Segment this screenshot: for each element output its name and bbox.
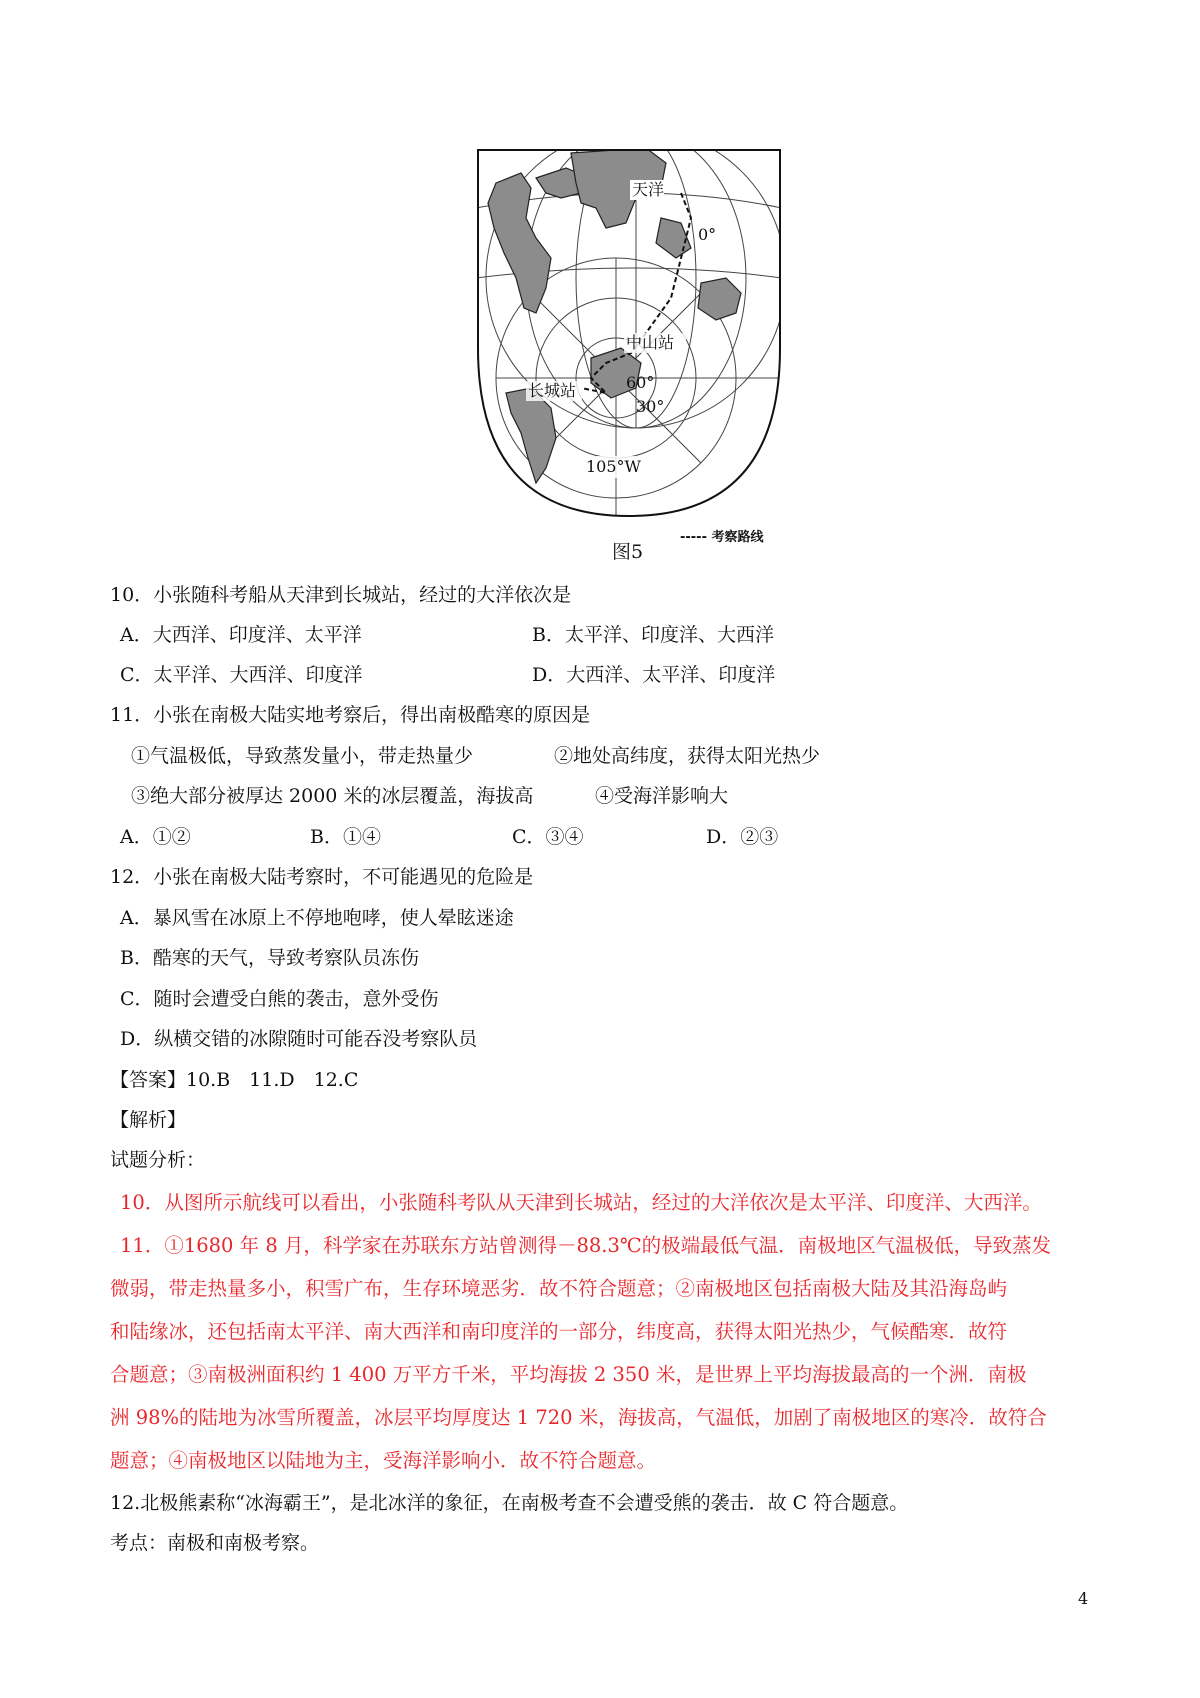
page-number: 4: [1078, 1589, 1089, 1608]
q10-option-d: D．大西洋、太平洋、印度洋: [532, 664, 776, 686]
q11-statement-3: ③绝大部分被厚达 2000 米的冰层覆盖，海拔高: [131, 785, 534, 807]
analysis-red-line: 题意；④南极地区以陆地为主，受海洋影响小．故不符合题意。: [110, 1449, 657, 1472]
analysis-red-line: 洲 98%的陆地为冰雪所覆盖，冰层平均厚度达 1 720 米，海拔高，气温低，加剧了南极地区的寒冷．故符合: [110, 1406, 1047, 1429]
analysis-red-line: 10．从图所示航线可以看出，小张随科考队从天津到长城站，经过的大洋依次是太平洋、印度洋、大西洋。: [120, 1191, 1042, 1214]
world-map-illustration: [476, 148, 782, 518]
q11-option-c: C．③④: [512, 826, 584, 848]
legend-text: 考察路线: [711, 530, 764, 545]
q11-option-d: D．②③: [706, 826, 779, 848]
q11-option-a: A．①②: [120, 826, 191, 848]
analysis-red-line: 11．①1680 年 8 月，科学家在苏联东方站曾测得－88.3℃的极端最低气温．南极地区气温极低，导致蒸发: [120, 1234, 1052, 1257]
q12-stem: 12．小张在南极大陆考察时，不可能遇见的危险是: [110, 866, 534, 888]
q12-option-b: B．酷寒的天气，导致考察队员冻伤: [120, 947, 419, 969]
q11-statement-2: ②地处高纬度，获得太阳光热少: [554, 745, 821, 767]
analysis-red-line: 和陆缘冰，还包括南太平洋、南大西洋和南印度洋的一部分，纬度高，获得太阳光热少，气候酷寒．故符: [110, 1320, 1008, 1343]
q11-option-b: B．①④: [310, 826, 381, 848]
label-changcheng: 长城站: [528, 381, 577, 400]
analysis-red-line: 微弱，带走热量多小，积雪广布，生存环境恶劣．故不符合题意；②南极地区包括南极大陆及其沿海岛屿: [110, 1277, 1008, 1300]
label-105w: 105°W: [586, 457, 641, 476]
q11-statement-1: ①气温极低，导致蒸发量小，带走热量少: [131, 745, 474, 767]
label-tianjin: 天洋: [632, 180, 665, 199]
figure-caption: 图5: [612, 541, 644, 563]
q12-option-d: D．纵横交错的冰隙随时可能吞没考察队员: [120, 1028, 478, 1050]
q11-stem: 11．小张在南极大陆实地考察后，得出南极酷寒的原因是: [110, 704, 591, 726]
q10-option-b: B．太平洋、印度洋、大西洋: [532, 624, 774, 646]
analysis-heading: 【解析】: [110, 1109, 187, 1131]
q10-option-c: C．太平洋、大西洋、印度洋: [120, 664, 363, 686]
analysis-subheading: 试题分析：: [110, 1149, 206, 1171]
q10-stem: 10．小张随科考船从天津到长城站，经过的大洋依次是: [110, 584, 572, 606]
q11-statement-4: ④受海洋影响大: [595, 785, 729, 807]
legend-dash: -----: [680, 530, 707, 545]
q12-option-c: C．随时会遭受白熊的袭击，意外受伤: [120, 988, 439, 1010]
label-lat-0: 0°: [698, 225, 717, 244]
analysis-red-line: 合题意；③南极洲面积约 1 400 万平方千米，平均海拔 2 350 米，是世界上平均海拔最高的一个洲．南极: [110, 1363, 1027, 1386]
label-zhongshan: 中山站: [626, 333, 675, 352]
map-legend: [680, 526, 764, 545]
answer-line: 【答案】10.B 11.D 12.C: [110, 1069, 359, 1091]
analysis-q12: 12.北极熊素称“冰海霸王”，是北冰洋的象征，在南极考查不会遭受熊的袭击．故 C 符合题意。: [110, 1492, 909, 1514]
q10-option-a: A．大西洋、印度洋、太平洋: [120, 624, 362, 646]
kaodian-line: 考点：南极和南极考察。: [110, 1532, 320, 1554]
map-figure: [476, 148, 782, 518]
q12-option-a: A．暴风雪在冰原上不停地咆哮，使人晕眩迷途: [120, 907, 514, 929]
label-lat-30: 30°: [636, 397, 665, 416]
label-lat-60: 60°: [626, 373, 655, 392]
